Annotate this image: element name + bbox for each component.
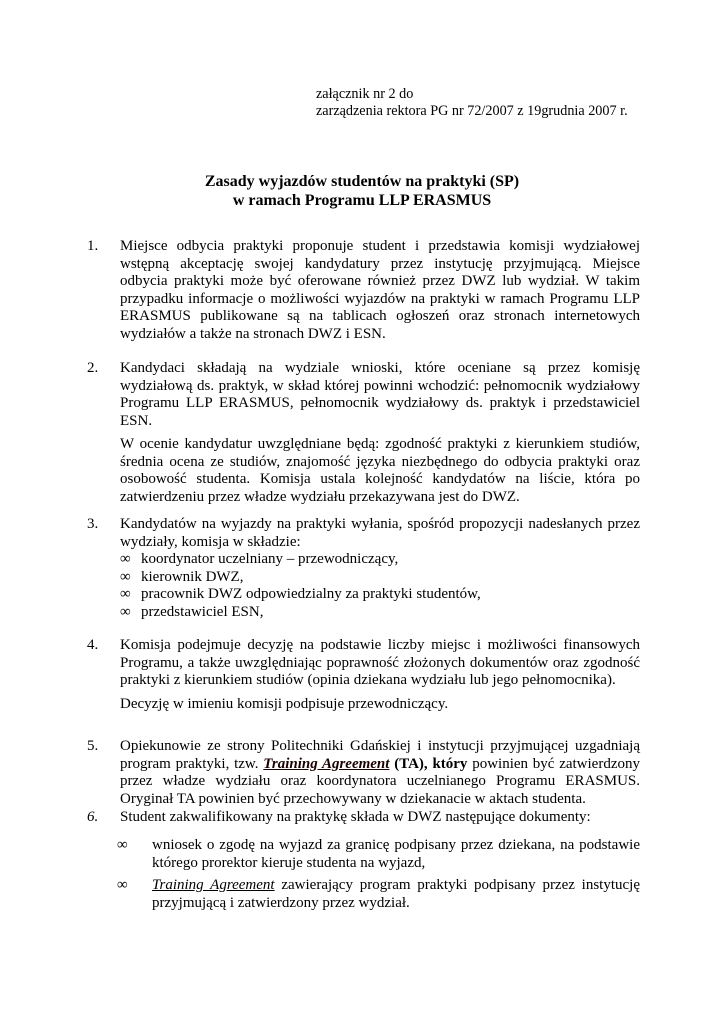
item-number: 4. bbox=[87, 637, 99, 653]
infinity-bullet-icon: ∞ bbox=[120, 603, 131, 620]
item-number: 6. bbox=[87, 809, 99, 825]
title-line-1: Zasady wyjazdów studentów na praktyki (SP) bbox=[204, 173, 520, 190]
item-text: Miejsce odbycia praktyki proponuje student i przedstawia komisji wydziałowej wstępną akceptację swojej kandydatury przez instytucję przyjmującą. Miejsce odbycia praktyki może być oferowane również przez DWZ lub wydział. W takim przypadku informacje o możliwości wyjazdów na praktyki w ramach Programu LLP ERASMUS publikowane są na tablicach ogłoszeń oraz stronach internetowych wydziałów a także na stronach DWZ i ESN. bbox=[120, 238, 640, 342]
committee-member: ∞ kierownik DWZ, bbox=[120, 568, 244, 585]
committee-member: ∞ pracownik DWZ odpowiedzialny za praktyki studentów, bbox=[120, 586, 481, 602]
item-number: 5. bbox=[87, 738, 99, 754]
committee-member: ∞ przedstawiciel ESN, bbox=[120, 603, 264, 620]
infinity-bullet-icon: ∞ bbox=[120, 551, 131, 567]
training-agreement-term: Training Agreement bbox=[152, 877, 275, 893]
infinity-bullet-icon: ∞ bbox=[120, 568, 131, 585]
infinity-bullet-icon: ∞ bbox=[120, 586, 131, 602]
header-note bbox=[316, 86, 628, 120]
item-number: 3. bbox=[87, 516, 99, 532]
item-number: 2. bbox=[87, 360, 99, 376]
item-text: Komisja podejmuje decyzję na podstawie liczby miejsc i możliwości finansowych Programu, a także uwzględniając poprawność złożonych dokumentów oraz zgodność praktyki z kierunkiem studiów (opinia dziekana wydziału lub jego pełnomocnika). bbox=[120, 637, 640, 688]
item-text: Kandydaci składają na wydziale wnioski, które oceniane są przez komisję wydziałową ds. praktyk, w skład której powinni wchodzić: pełnomocnik wydziałowy Programu LLP ERASMUS, pełnomocnik wydziałowy ds. praktyk i przedstawiciel ESN. bbox=[120, 360, 640, 429]
document-text: wniosek o zgodę na wyjazd za granicę podpisany przez dziekana, na podstawie którego prorektor kieruje studenta na wyjazd, bbox=[152, 837, 640, 871]
item-text: Kandydatów na wyjazdy na praktyki wyłania, spośród propozycji nadesłanych przez wydziały, komisja w składzie: bbox=[120, 516, 640, 550]
item-text: Student zakwalifikowany na praktykę składa w DWZ następujące dokumenty: bbox=[120, 809, 591, 825]
item-number: 1. bbox=[87, 238, 99, 254]
committee-member: ∞ koordynator uczelniany – przewodniczący, bbox=[120, 551, 399, 567]
infinity-bullet-icon: ∞ bbox=[117, 837, 128, 853]
item-text: Opiekunowie ze strony Politechniki Gdańskiej i instytucji przyjmującej uzgadniają program praktyki, tzw. Training Agreement (TA), który powinien być zatwierdzony przez władze wydziału oraz koordynatora uczelnianego Programu ERASMUS. Oryginał TA powinien być przechowywany w dziekanacie w aktach studenta. bbox=[120, 738, 640, 807]
item-text-continued: W ocenie kandydatur uwzględniane będą: zgodność praktyki z kierunkiem studiów, średnia ocena ze studiów, znajomość języka niezbędnego do odbycia praktyki oraz osobowość studenta. Komisja ustala kolejność kandydatów na liście, która po zatwierdzeniu przez władze wydziału przekazywana jest do DWZ. bbox=[120, 436, 640, 505]
training-agreement-term: Training Agreement bbox=[263, 755, 390, 772]
document-title bbox=[0, 172, 724, 210]
title-line-2: w ramach Programu LLP ERASMUS bbox=[232, 192, 492, 209]
committee-list bbox=[120, 551, 640, 621]
header-line-2: zarządzenia rektora PG nr 72/2007 z 19grudnia 2007 r. bbox=[316, 103, 628, 119]
document-text: Training Agreement zawierający program praktyki podpisany przez instytucję przyjmującą i zatwierdzony przez wydział. bbox=[152, 877, 640, 911]
item-text-continued: Decyzję w imieniu komisji podpisuje przewodniczący. bbox=[120, 695, 449, 712]
infinity-bullet-icon: ∞ bbox=[117, 877, 128, 893]
header-line-1: załącznik nr 2 do bbox=[316, 86, 414, 102]
